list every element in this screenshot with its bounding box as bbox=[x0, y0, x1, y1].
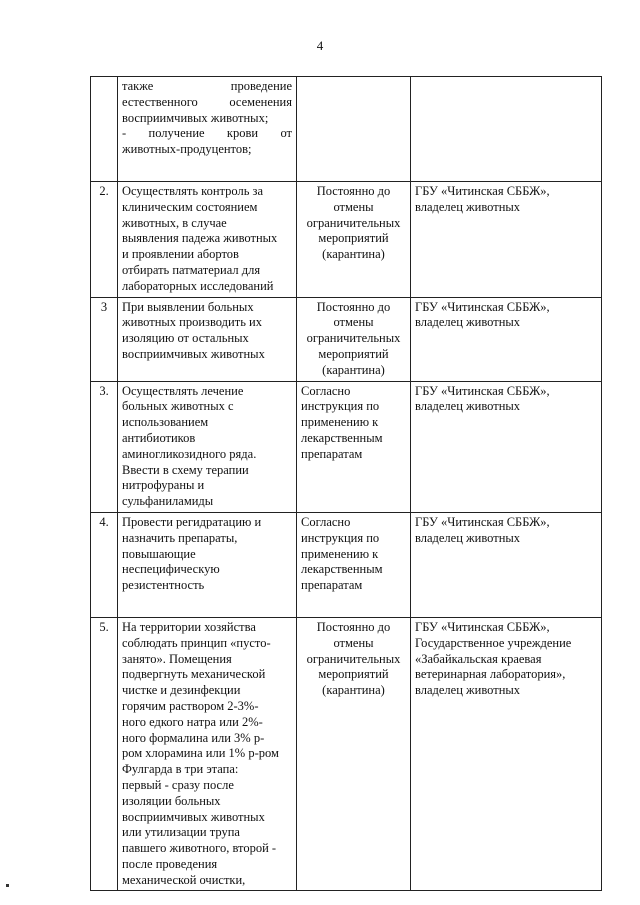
measure-cell bbox=[118, 182, 297, 298]
measure-line: выявления падежа животных bbox=[122, 231, 278, 246]
responsible-cell: ГБУ «Читинская СББЖ», владелец животных bbox=[411, 381, 602, 512]
table-row bbox=[91, 617, 602, 891]
responsible-cell: ГБУ «Читинская СББЖ», владелец животных bbox=[411, 297, 602, 381]
measure-cell bbox=[118, 512, 297, 617]
measure-line: Ввести в схему терапии bbox=[122, 462, 249, 477]
row-number: 2. bbox=[91, 182, 118, 298]
measure-line: изоляции больных bbox=[122, 793, 221, 808]
measure-line: ром хлорамина или 1% р-ром bbox=[122, 746, 279, 761]
measures-table-body bbox=[91, 77, 602, 891]
term-cell: Согласно инструкция по применению к лекарственным препаратам bbox=[297, 512, 411, 617]
table-row bbox=[91, 512, 602, 617]
measure-line: подвергнуть механической bbox=[122, 667, 266, 682]
measure-line: антибиотиков bbox=[122, 430, 196, 445]
table-row bbox=[91, 381, 602, 512]
measure-line: и проявлении абортов bbox=[122, 247, 239, 262]
measure-line: восприимчивых животных bbox=[122, 346, 265, 361]
measure-line: назначить препараты, bbox=[122, 530, 238, 545]
table-row bbox=[91, 77, 602, 182]
row-number bbox=[91, 77, 118, 182]
measure-line: соблюдать принцип «пусто- bbox=[122, 635, 271, 650]
measure-line: первый - сразу после bbox=[122, 777, 234, 792]
page-number: 4 bbox=[316, 38, 324, 53]
responsible-cell: ГБУ «Читинская СББЖ», Государственное учреждение «Забайкальская краевая ветеринарная лаборатория», владелец животных bbox=[411, 617, 602, 891]
measure-line: ного едкого натра или 2%- bbox=[122, 714, 263, 729]
measure-cell bbox=[118, 617, 297, 891]
table-row bbox=[91, 182, 602, 298]
measure-cell bbox=[118, 297, 297, 381]
measure-cell bbox=[118, 77, 297, 182]
measure-line: клиническим состоянием bbox=[122, 199, 258, 214]
measure-line: восприимчивых животных bbox=[122, 809, 265, 824]
measure-line: павшего животного, второй - bbox=[122, 841, 277, 856]
measure-line: естественного осеменения bbox=[122, 94, 292, 109]
measure-line: животных, в случае bbox=[122, 215, 227, 230]
measure-line: ного формалина или 3% р- bbox=[122, 730, 265, 745]
measures-table bbox=[90, 76, 602, 891]
measure-line: горячим раствором 2-3%- bbox=[122, 698, 259, 713]
measure-line: Фулгарда в три этапа: bbox=[122, 762, 239, 777]
measure-line: лабораторных исследований bbox=[122, 278, 274, 293]
term-cell: Согласно инструкция по применению к лекарственным препаратам bbox=[297, 381, 411, 512]
measure-line: неспецифическую bbox=[122, 562, 220, 577]
measure-line: Осуществлять контроль за bbox=[122, 184, 264, 198]
row-number: 4. bbox=[91, 512, 118, 617]
measure-line: Провести регидратацию и bbox=[122, 514, 262, 529]
measure-line: также проведение bbox=[122, 79, 292, 93]
row-number: 5. bbox=[91, 617, 118, 891]
term-cell: Постоянно до отмены ограничительных мероприятий (карантина) bbox=[297, 617, 411, 891]
row-number: 3 bbox=[91, 297, 118, 381]
measure-line: На территории хозяйства bbox=[122, 619, 256, 634]
measure-line: - получение крови от bbox=[122, 126, 292, 141]
row-number: 3. bbox=[91, 381, 118, 512]
measure-line: чистке и дезинфекции bbox=[122, 683, 241, 698]
measure-line: резистентность bbox=[122, 578, 205, 593]
measure-line: Осуществлять лечение bbox=[122, 383, 244, 398]
measure-line: механической очистки, bbox=[122, 872, 246, 887]
measure-line: изоляцию от остальных bbox=[122, 331, 249, 346]
measure-line: после проведения bbox=[122, 856, 218, 871]
measure-line: сульфаниламиды bbox=[122, 494, 214, 509]
term-cell: Постоянно до отмены ограничительных мероприятий (карантина) bbox=[297, 182, 411, 298]
responsible-cell: ГБУ «Читинская СББЖ», владелец животных bbox=[411, 512, 602, 617]
measure-line: отбирать патматериал для bbox=[122, 262, 261, 277]
measure-line: При выявлении больных bbox=[122, 299, 254, 314]
margin-dot bbox=[6, 884, 9, 887]
table-row bbox=[91, 297, 602, 381]
term-cell bbox=[297, 77, 411, 182]
term-cell: Постоянно до отмены ограничительных мероприятий (карантина) bbox=[297, 297, 411, 381]
measure-line: использованием bbox=[122, 415, 209, 430]
measure-line: или утилизации трупа bbox=[122, 825, 240, 840]
measure-line: восприимчивых животных; bbox=[122, 110, 269, 125]
responsible-cell bbox=[411, 77, 602, 182]
measure-cell bbox=[118, 381, 297, 512]
measure-line: аминогликозидного ряда. bbox=[122, 446, 257, 461]
measure-line: нитрофураны и bbox=[122, 478, 205, 493]
measure-line: больных животных с bbox=[122, 399, 234, 414]
measure-line: занято». Помещения bbox=[122, 651, 232, 666]
measure-line: животных-продуцентов; bbox=[122, 142, 252, 157]
responsible-cell: ГБУ «Читинская СББЖ», владелец животных bbox=[411, 182, 602, 298]
measure-line: животных производить их bbox=[122, 315, 262, 330]
measure-line: повышающие bbox=[122, 546, 196, 561]
